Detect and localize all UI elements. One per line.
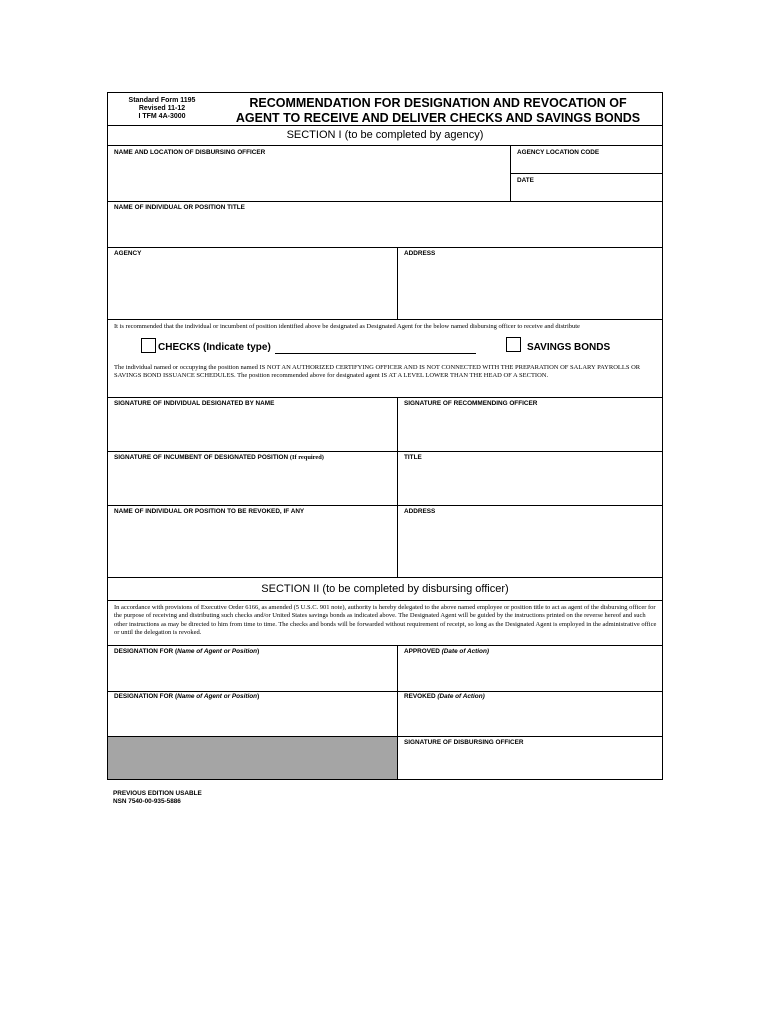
form-title [218,96,658,126]
address-field[interactable] [399,258,661,318]
individual-field[interactable] [109,212,661,246]
sig-incumbent-field[interactable] [109,462,395,504]
agency-field[interactable] [109,258,395,318]
statement-text: The individual named or occupying the position named IS NOT AN AUTHORIZED CERTIFYING OFFICER AND IS NOT CONNECTED WITH THE PREPARATION OF SALARY PAYROLLS OR SAVINGS BOND ISSUANCE SCHEDULES. The position recommended above for designated agent IS AT A LEVEL LOWER THAN THE HEAD OF A SECTION. [114,364,641,380]
nsn-number: NSN 7540-00-935-5886 [113,798,181,805]
individual-label: NAME OF INDIVIDUAL OR POSITION TITLE [114,204,245,211]
form-number: Standard Form 1195 [128,97,196,104]
approved-label [404,648,489,655]
sig-disbursing-field[interactable] [399,747,661,779]
revoked-date-field[interactable] [399,701,661,735]
disbursing-officer-field[interactable] [109,157,509,201]
approved-hint: (Date of Action) [441,648,489,655]
date-label: DATE [517,177,534,184]
designation-for-close: ) [257,648,260,655]
revoked-date-label [404,693,485,700]
revoked-hint: (Date of Action) [437,693,485,700]
if-required-note: (If required) [289,454,324,461]
designation-for2-text: DESIGNATION FOR ( [114,693,178,700]
designation-for2-field[interactable] [109,701,395,735]
agency-label: AGENCY [114,250,142,257]
designation-for2-hint: Name of Agent or Position [177,693,258,700]
form-title-line2: AGENT TO RECEIVE AND DELIVER CHECKS AND SAVINGS BONDS [235,111,641,125]
shaded-cell [108,737,397,779]
title-label: TITLE [404,454,422,461]
date-field[interactable] [512,185,662,201]
authority-text: In accordance with provisions of Executive Order 6166, as amended (5 U.S.C. 901 note), authority is hereby delegated to the above named employee or position title to act as agent of the disbursing officer for the purpose of receiving and distributing such checks and/or United States savings bonds as indicated above. The Designated Agent will be guided by the instructions printed on the reverse hereof and such other instructions as may be directed to him from time to time. The checks and bonds will be forwarded without requirement of receipt, so long as the Designated Agent is employed in the administrative office or until the delegation is revoked. [114,604,657,637]
form-number-block [112,97,212,121]
sig-individual-label: SIGNATURE OF INDIVIDUAL DESIGNATED BY NAME [114,400,275,407]
sig-individual-field[interactable] [109,408,395,450]
address2-field[interactable] [399,516,661,576]
disbursing-officer-label: NAME AND LOCATION OF DISBURSING OFFICER [114,149,266,156]
approved-text: APPROVED [404,648,440,655]
designation-for2-label [114,693,259,700]
address2-label: ADDRESS [404,508,436,515]
agency-location-code-field[interactable] [512,157,662,173]
designation-for-label [114,648,259,655]
sig-disbursing-label: SIGNATURE OF DISBURSING OFFICER [404,739,524,746]
recommendation-text: It is recommended that the individual or incumbent of position identified above be designated as Designated Agent for the below named disbursing officer to receive and distribute [114,323,580,330]
tfm-reference: I TFM 4A-3000 [138,113,186,120]
revoked-position-label: NAME OF INDIVIDUAL OR POSITION TO BE REVOKED, IF ANY [114,508,305,515]
sig-recommending-label: SIGNATURE OF RECOMMENDING OFFICER [404,400,538,407]
previous-edition-note: PREVIOUS EDITION USABLE [113,790,202,797]
sig-incumbent-text: SIGNATURE OF INCUMBENT OF DESIGNATED POSITION [114,454,289,461]
revoked-position-field[interactable] [109,516,395,576]
designation-for-field[interactable] [109,656,395,690]
approved-date-field[interactable] [399,656,661,690]
agency-location-code-label: AGENCY LOCATION CODE [517,149,600,156]
form-sf-1195 [107,92,663,780]
checks-label: CHECKS (Indicate type) [158,342,271,353]
checks-type-field[interactable] [275,345,476,354]
designation-for-hint: Name of Agent or Position [177,648,258,655]
revoked-text: REVOKED [404,693,436,700]
designation-for2-close: ) [257,693,260,700]
savings-bonds-label: SAVINGS BONDS [527,342,611,353]
address-label: ADDRESS [404,250,436,257]
title-field[interactable] [399,462,661,504]
savings-bonds-checkbox[interactable] [506,337,521,352]
designation-for-text: DESIGNATION FOR ( [114,648,178,655]
section-2-heading: SECTION II (to be completed by disbursing officer) [261,583,509,595]
revised-date: Revised 11-12 [138,105,186,112]
checks-checkbox[interactable] [141,338,156,353]
sig-recommending-field[interactable] [399,408,661,450]
footer [113,790,202,806]
sig-incumbent-label [114,454,324,461]
form-title-line1: RECOMMENDATION FOR DESIGNATION AND REVOCATION OF [249,96,627,110]
section-1-heading: SECTION I (to be completed by agency) [286,129,484,141]
